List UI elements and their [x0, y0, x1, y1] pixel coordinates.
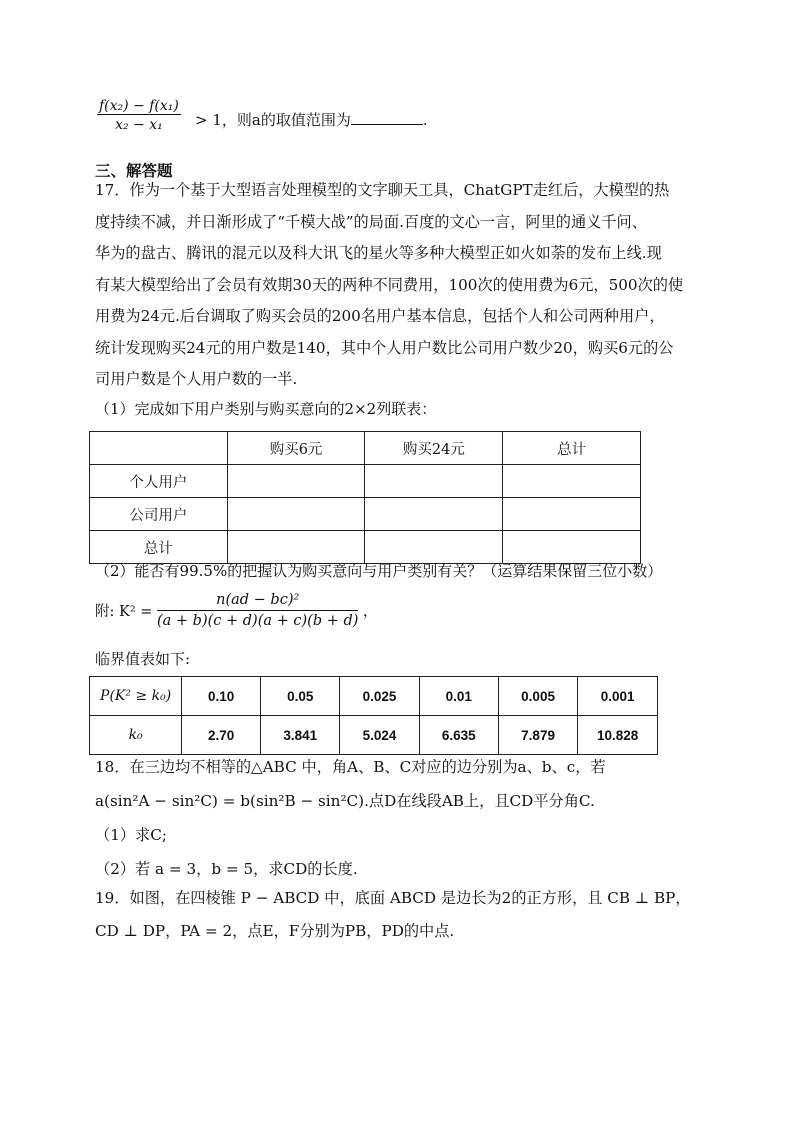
k0-value: 6.635 — [419, 716, 498, 755]
contingency-table — [89, 431, 641, 564]
table-cell-empty — [503, 531, 641, 564]
table-header-cell: 购买6元 — [227, 432, 365, 465]
q17-line: 17．作为一个基于大型语言处理模型的文字聊天工具，ChatGPT走红后，大模型的热 — [95, 181, 670, 199]
table-header-cell: 购买24元 — [365, 432, 503, 465]
table-header-cell — [90, 432, 228, 465]
formula-denominator: (a + b)(c + d)(a + c)(b + d) — [157, 613, 359, 629]
table-cell-empty — [365, 498, 503, 531]
difference-quotient-fraction — [97, 98, 181, 133]
table-cell-empty — [365, 465, 503, 498]
formula-numerator: n(ad − bc)² — [157, 592, 358, 611]
k0-value: 5.024 — [340, 716, 419, 755]
q17-line: 有某大模型给出了会员有效期30天的两种不同费用，100次的使用费为6元，500次的使 — [95, 275, 684, 294]
q17-line: 用费为24元.后台调取了购买会员的200名用户基本信息，包括个人和公司两种用户， — [95, 307, 665, 325]
probability-label: P(K² ≥ k₀) — [90, 677, 182, 716]
table-cell-empty — [365, 531, 503, 564]
condition-end: . — [422, 111, 428, 129]
probability-value: 0.10 — [182, 677, 261, 716]
q18-line: （1）求C; — [95, 826, 167, 844]
fraction-denominator: x₂ − x₁ — [115, 117, 163, 133]
probability-value: 0.05 — [261, 677, 340, 716]
formula-suffix: ， — [363, 604, 378, 620]
q17-line: 度持续不减，并日渐形成了“千模大战”的局面.百度的文心一言，阿里的通义千问、 — [95, 212, 647, 231]
q19-line: 19．如图，在四棱锥 P − ABCD 中，底面 ABCD 是边长为2的正方形，且 CB ⊥ BP， — [95, 889, 691, 907]
q17-part1: （1）完成如下用户类别与购买意向的2×2列联表： — [95, 400, 437, 418]
formula-prefix: 附: K² = — [95, 604, 158, 620]
q17-line: 统计发现购买24元的用户数是140，其中个人用户数比公司用户数少20，购买6元的公 — [95, 338, 674, 357]
chi-square-formula — [95, 592, 378, 629]
q17-line: 司用户数是个人用户数的一半. — [95, 370, 298, 388]
condition-tail: > 1，则a的取值范围为 — [195, 111, 351, 129]
critical-value-title: 临界值表如下: — [95, 650, 191, 668]
probability-value: 0.005 — [498, 677, 577, 716]
table-cell-empty — [227, 531, 365, 564]
table-row-label: 总计 — [90, 531, 228, 564]
question-18-text — [95, 750, 705, 886]
k0-label: k₀ — [90, 716, 182, 755]
table-row-label: 公司用户 — [90, 498, 228, 531]
section-title: 三、解答题 — [95, 161, 173, 180]
probability-value: 0.025 — [340, 677, 419, 716]
table-cell-empty — [227, 465, 365, 498]
k0-value: 2.70 — [182, 716, 261, 755]
table-header-cell: 总计 — [503, 432, 641, 465]
question-19-text — [95, 882, 705, 948]
probability-value: 0.01 — [419, 677, 498, 716]
q18-line: （2）若 a = 3，b = 5，求CD的长度. — [95, 860, 358, 878]
table-cell-empty — [503, 465, 641, 498]
k0-value: 10.828 — [578, 716, 658, 755]
k0-value: 7.879 — [498, 716, 577, 755]
fraction-numerator: f(x₂) − f(x₁) — [99, 98, 179, 114]
table-cell-empty — [227, 498, 365, 531]
table-row-label: 个人用户 — [90, 465, 228, 498]
probability-value: 0.001 — [578, 677, 658, 716]
q18-line: a(sin²A − sin²C) = b(sin²B − sin²C).点D在线段AB上，且CD平分角C. — [95, 792, 595, 810]
q17-line: 华为的盘古、腾讯的混元以及科大讯飞的星火等多种大模型正如火如荼的发布上线.现 — [95, 244, 662, 262]
formula-fraction — [157, 592, 358, 629]
fraction-condition-text — [195, 109, 428, 130]
q19-line: CD ⊥ DP，PA = 2，点E，F分别为PB，PD的中点. — [95, 922, 455, 940]
k0-value: 3.841 — [261, 716, 340, 755]
table-cell-empty — [503, 498, 641, 531]
q18-line: 18．在三边均不相等的△ABC 中，角A、B、C对应的边分别为a、b、c，若 — [95, 758, 606, 776]
question-17-text — [95, 175, 705, 396]
critical-value-table — [89, 676, 658, 755]
q17-part2: （2）能否有99.5%的把握认为购买意向与用户类别有关？（运算结果保留三位小数） — [95, 562, 663, 580]
answer-blank — [351, 110, 423, 125]
